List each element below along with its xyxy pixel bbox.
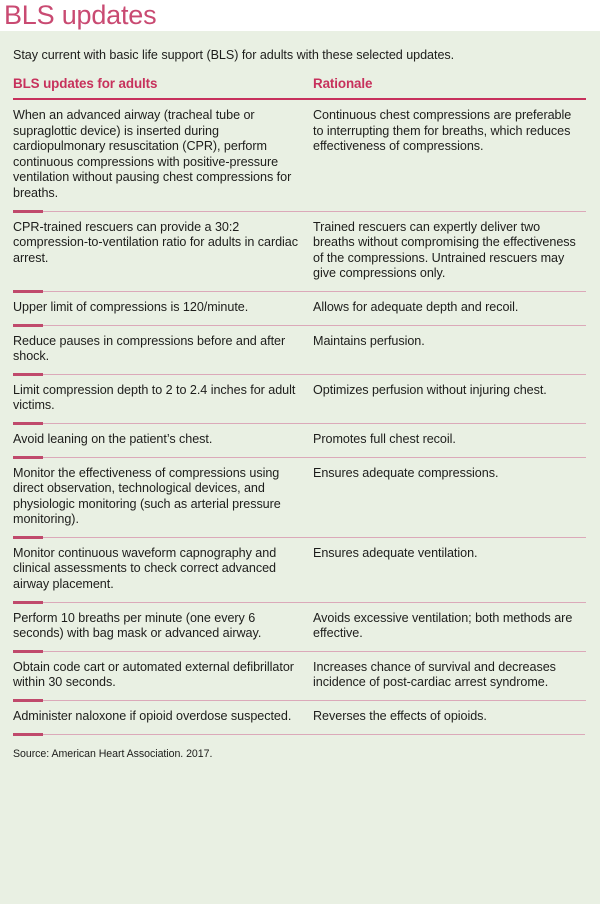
table-row [13,211,586,291]
cell-rationale: Ensures adequate compressions. [313,457,586,537]
cell-rationale: Maintains perfusion. [313,325,586,374]
cell-update: Monitor the effectiveness of compressions using direct observation, technological devices, and physiologic monitoring (such as arterial pressure monitoring). [13,457,313,537]
cell-rationale: Avoids excessive ventilation; both methods are effective. [313,602,586,651]
table-row [13,374,586,423]
page-title: BLS updates [4,0,157,30]
table-row [13,537,586,602]
cell-update: CPR-trained rescuers can provide a 30:2 compression-to-ventilation ratio for adults in cardiac arrest. [13,211,313,291]
content-panel [0,31,600,904]
table-row [13,457,586,537]
cell-update: Obtain code cart or automated external defibrillator within 30 seconds. [13,651,313,700]
column-header-rationale: Rationale [313,76,586,99]
table-body [13,99,586,734]
source-note: Source: American Heart Association. 2017. [13,747,213,760]
title-band [0,0,600,31]
table-row [13,602,586,651]
cell-rationale: Trained rescuers can expertly deliver two breaths without compromising the effectiveness of the compressions. Untrained rescuers may give compressions only. [313,211,586,291]
cell-rationale: Promotes full chest recoil. [313,423,586,457]
cell-update: Limit compression depth to 2 to 2.4 inches for adult victims. [13,374,313,423]
table-row [13,291,586,325]
cell-update: When an advanced airway (tracheal tube or supraglottic device) is inserted during cardiopulmonary resuscitation (CPR), perform continuous compressions with positive-pressure ventilation without pausing chest compressions for breaths. [13,108,292,200]
cell-update: Avoid leaning on the patient’s chest. [13,423,313,457]
table-row [13,701,586,734]
cell-update: Reduce pauses in compressions before and after shock. [13,325,313,374]
cell-rationale: Allows for adequate depth and recoil. [313,291,586,325]
intro-text: Stay current with basic life support (BLS) for adults with these selected updates. [13,48,455,62]
table-header-row [13,76,586,99]
table-row [13,423,586,457]
table-row [13,99,586,211]
cell-update: Upper limit of compressions is 120/minute. [13,291,313,325]
cell-update: Monitor continuous waveform capnography and clinical assessments to check correct advanced airway placement. [13,537,313,602]
cell-rationale: Increases chance of survival and decreases incidence of post-cardiac arrest syndrome. [313,651,586,700]
table-row [13,325,586,374]
cell-rationale: Reverses the effects of opioids. [313,701,586,734]
column-header-updates: BLS updates for adults [13,76,313,99]
bls-updates-table [13,76,586,734]
table-bottom-rule [13,734,585,735]
cell-rationale: Optimizes perfusion without injuring chest. [313,374,586,423]
cell-update: Administer naloxone if opioid overdose suspected. [13,701,313,734]
cell-rationale: Ensures adequate ventilation. [313,537,586,602]
cell-rationale: Continuous chest compressions are preferable to interrupting them for breaths, which reduces effectiveness of compressions. [313,108,572,154]
cell-update: Perform 10 breaths per minute (one every 6 seconds) with bag mask or advanced airway. [13,602,313,651]
table-row [13,651,586,700]
